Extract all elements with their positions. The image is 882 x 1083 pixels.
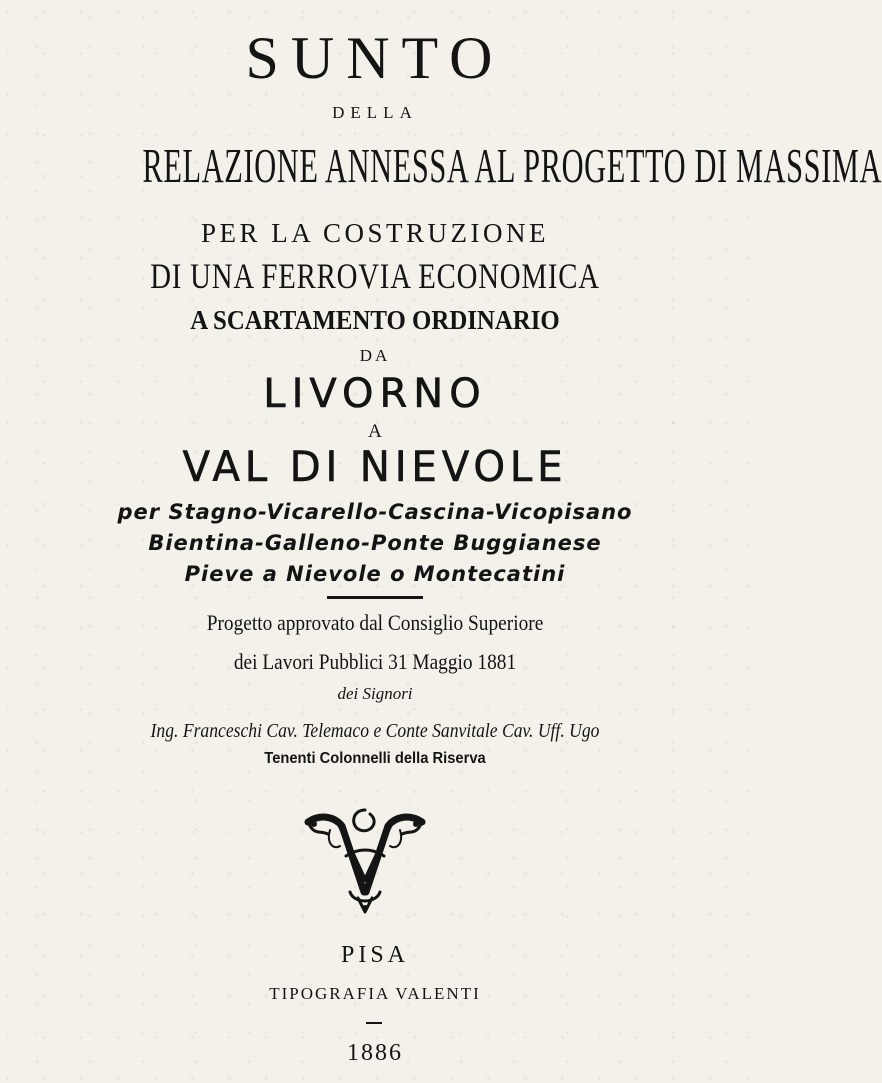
place-text: PISA	[340, 942, 410, 968]
a-text: A	[368, 421, 382, 442]
rank-text: Tenenti Colonnelli della Riserva	[264, 750, 486, 767]
dei-signori-text: dei Signori	[337, 684, 413, 703]
val-di-nievole-heading: VAL DI NIEVOLE	[182, 442, 568, 491]
della-text: DELLA	[332, 103, 418, 122]
da-text: DA	[359, 346, 391, 365]
per-la-costruzione-text: PER LA COSTRUZIONE	[200, 218, 550, 248]
authors-text: Ing. Franceschi Cav. Telemaco e Conte Sanvitale Cav. Uff. Ugo	[150, 720, 600, 742]
monogram-emblem-icon	[300, 800, 430, 920]
route-line-1: per Stagno-Vicarello-Cascina-Vicopisano	[117, 500, 633, 524]
printer-text: TIPOGRAFIA VALENTI	[269, 984, 481, 1003]
approval-line-2: dei Lavori Pubblici 31 Maggio 1881	[233, 649, 517, 674]
page-title: SUNTO	[245, 25, 505, 91]
route-line-2: Bientina-Galleno-Ponte Buggianese	[148, 531, 602, 555]
divider-rule	[327, 596, 423, 599]
approval-line-1: Progetto approvato dal Consiglio Superiore	[206, 610, 544, 635]
short-divider	[366, 1022, 382, 1024]
relazione-heading: RELAZIONE ANNESSA AL PROGETTO DI MASSIMA	[142, 138, 882, 193]
scartamento-heading: A SCARTAMENTO ORDINARIO	[190, 305, 560, 335]
livorno-heading: LIVORNO	[263, 371, 487, 417]
route-line-3: Pieve a Nievole o Montecatini	[184, 562, 566, 586]
year-text: 1886	[347, 1040, 403, 1066]
ferrovia-heading: DI UNA FERROVIA ECONOMICA	[150, 256, 600, 296]
